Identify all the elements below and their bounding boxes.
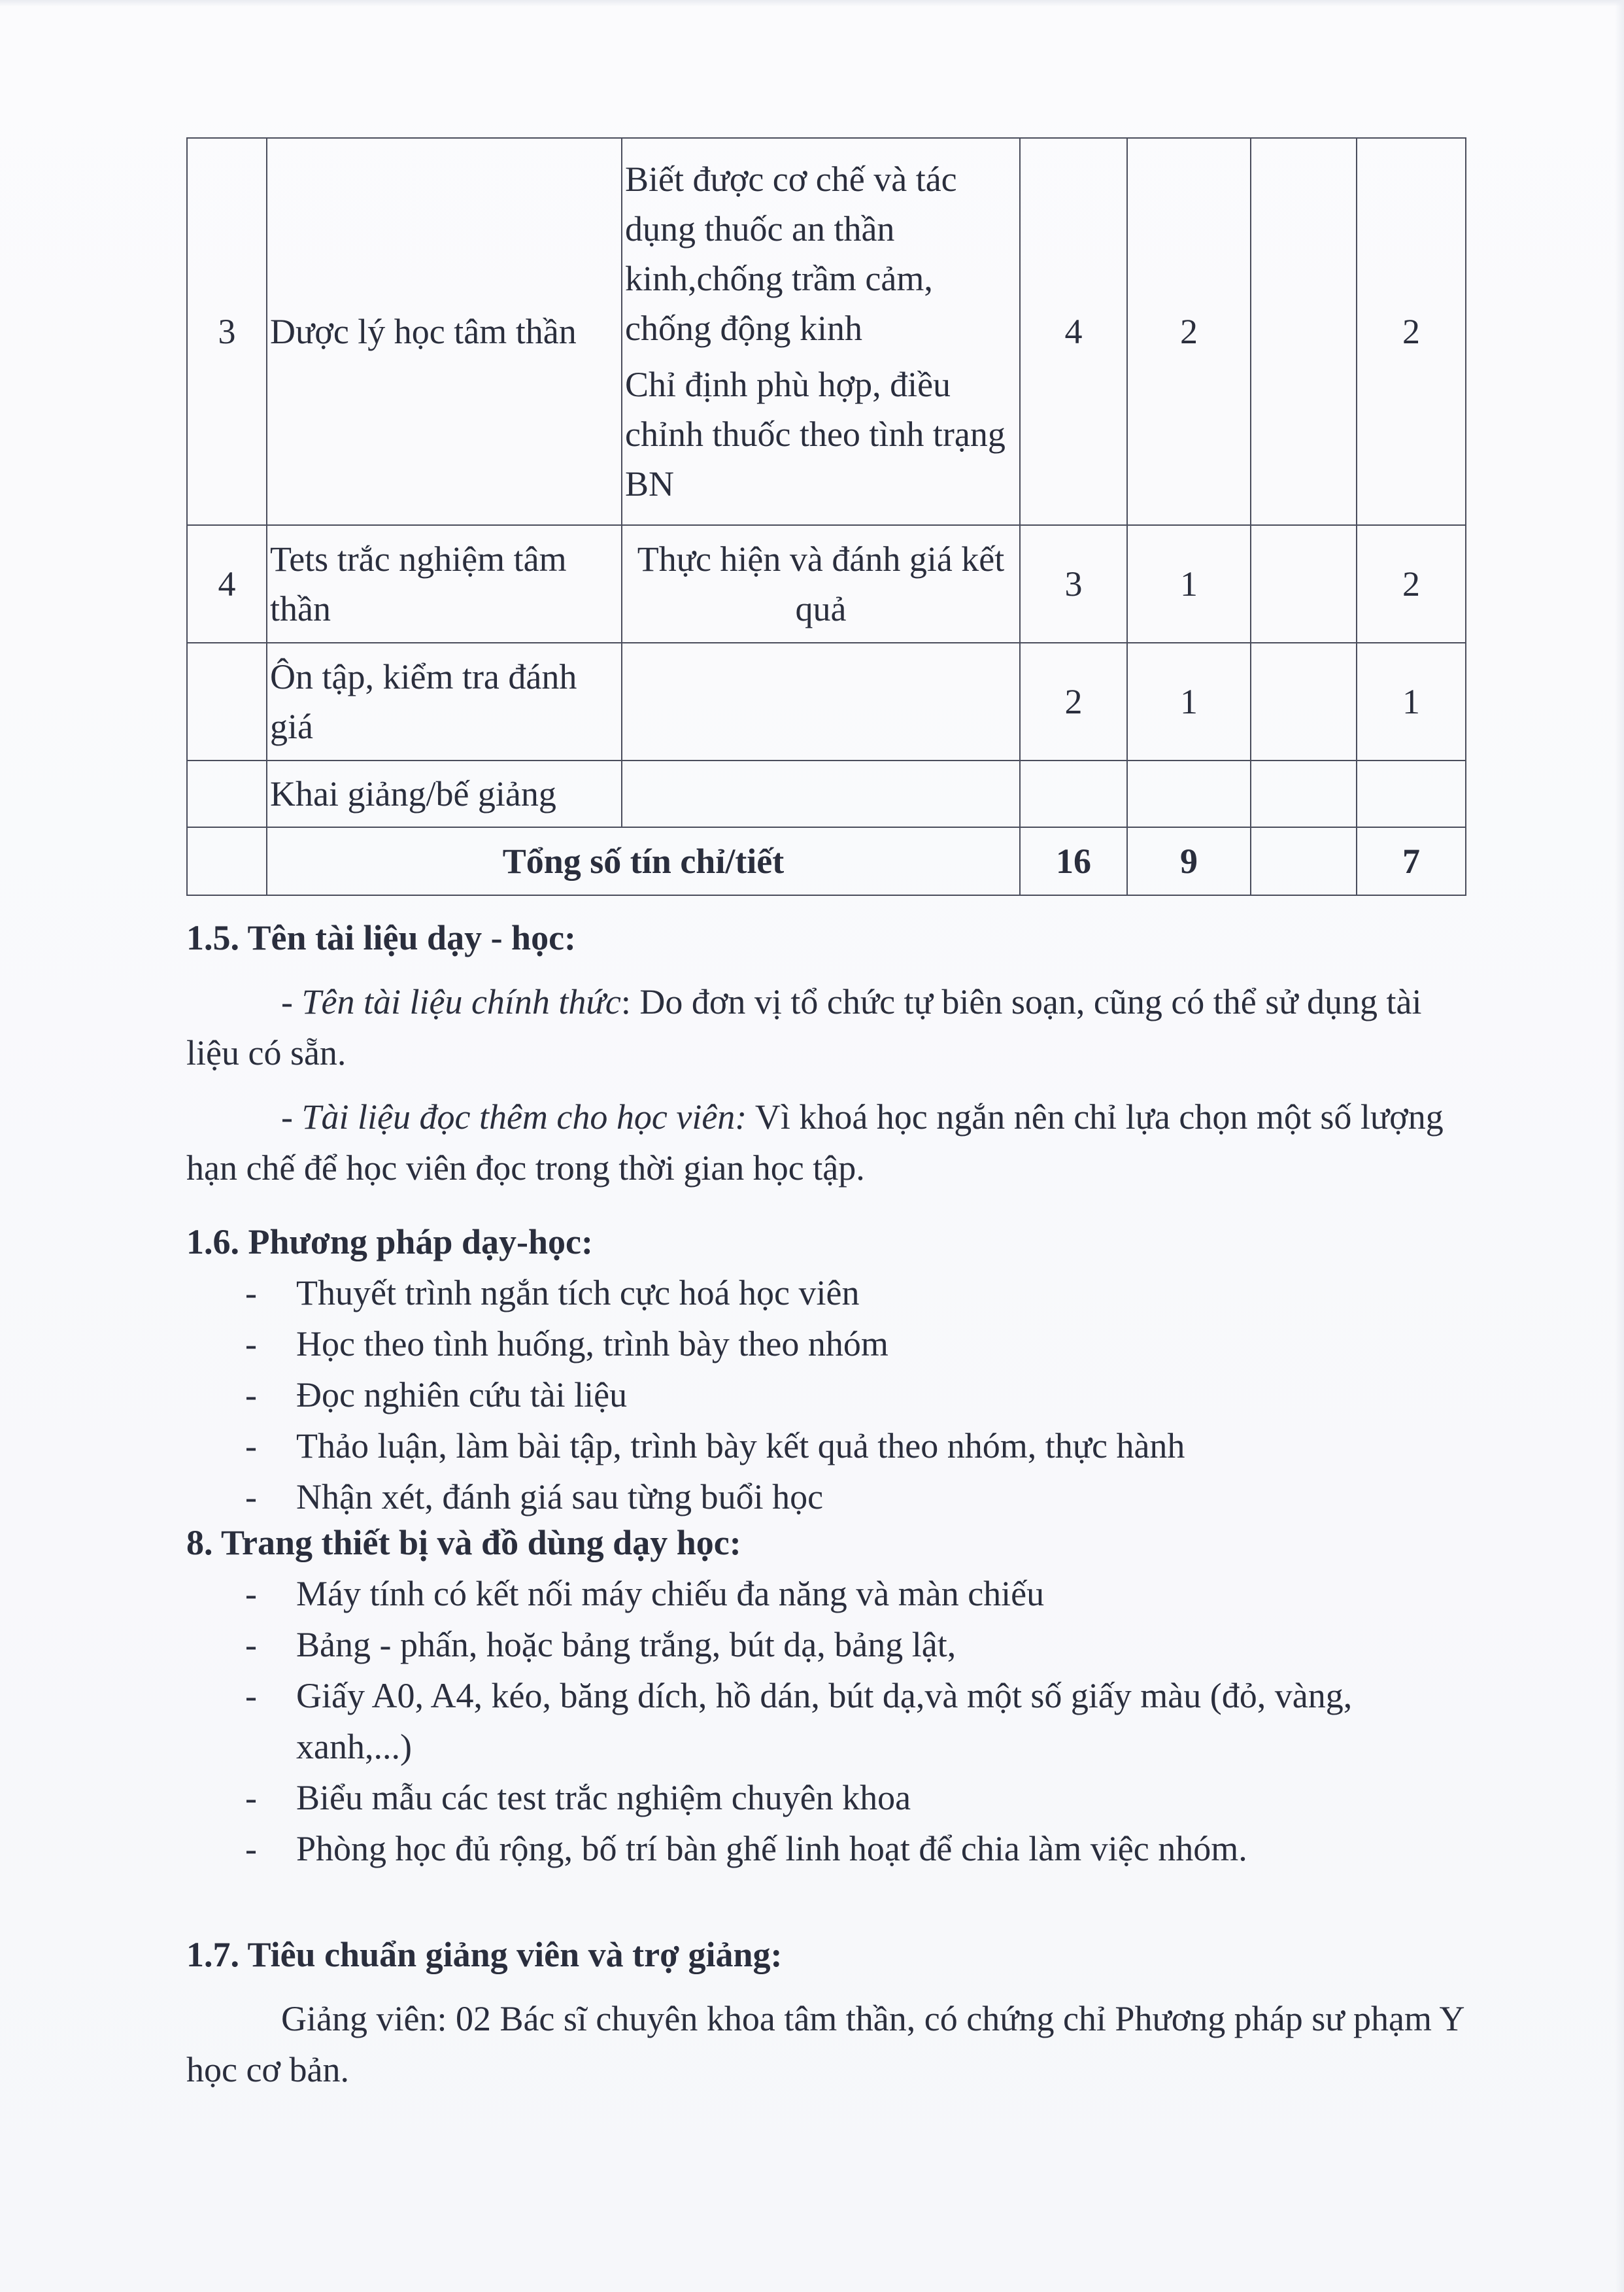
- section-lecturers: [186, 1929, 1465, 2095]
- row-col6: [1251, 643, 1357, 761]
- total-total: 16: [1020, 827, 1127, 895]
- row-total: 4: [1020, 138, 1127, 525]
- list-item: - Đọc nghiên cứu tài liệu: [186, 1369, 1465, 1420]
- row-total: [1020, 761, 1127, 827]
- dash-bullet: -: [245, 1477, 257, 1516]
- list-item: - Thảo luận, làm bài tập, trình bày kết quả theo nhóm, thực hành: [186, 1420, 1465, 1471]
- total-practice: 7: [1357, 827, 1466, 895]
- row-theory: 1: [1127, 525, 1251, 643]
- row-total: 2: [1020, 643, 1127, 761]
- row-number: 4: [187, 525, 267, 643]
- program-table: [186, 137, 1466, 896]
- list-item: - Thuyết trình ngắn tích cực hoá học viên: [186, 1267, 1465, 1318]
- extra-materials-paragraph: [186, 1091, 1465, 1193]
- dash-bullet: -: [245, 1375, 257, 1414]
- objective-text: Chỉ định phù hợp, điều chỉnh thuốc theo tình trạng BN: [625, 365, 1006, 504]
- list-item: - Máy tính có kết nối máy chiếu đa năng và màn chiếu: [186, 1568, 1465, 1619]
- list-item: - Biểu mẫu các test trắc nghiệm chuyên khoa: [186, 1772, 1465, 1823]
- list-item: - Bảng - phấn, hoặc bảng trắng, bút dạ, bảng lật,: [186, 1619, 1465, 1670]
- total-theory: 9: [1127, 827, 1251, 895]
- row-practice: 1: [1357, 643, 1466, 761]
- dash-bullet: -: [245, 1625, 257, 1664]
- table-row: [187, 138, 1466, 525]
- row-practice: [1357, 761, 1466, 827]
- official-materials-label: - Tên tài liệu chính thức: [281, 982, 621, 1021]
- total-label: Tổng số tín chỉ/tiết: [267, 827, 1020, 895]
- row-practice: 2: [1357, 138, 1466, 525]
- total-col6: [1251, 827, 1357, 895]
- row-theory: [1127, 761, 1251, 827]
- section-equipment: [186, 1517, 1465, 1874]
- objective-text: Thực hiện và đánh giá kết: [637, 539, 1005, 579]
- equipment-list: [186, 1568, 1465, 1874]
- row-objectives: [622, 525, 1020, 643]
- row-number: [187, 761, 267, 827]
- total-row: [187, 827, 1466, 895]
- section-methods: [186, 1216, 1465, 1522]
- row-topic: Dược lý học tâm thần: [267, 138, 622, 525]
- row-theory: 1: [1127, 643, 1251, 761]
- row-objectives: [622, 138, 1020, 525]
- row-number: [187, 643, 267, 761]
- row-number: 3: [187, 138, 267, 525]
- methods-list: [186, 1267, 1465, 1522]
- section-heading: 8. Trang thiết bị và đồ dùng dạy học:: [186, 1523, 741, 1562]
- section-materials: [186, 912, 1465, 1193]
- dash-bullet: -: [245, 1574, 257, 1613]
- lecturer-requirements-text: Giảng viên: 02 Bác sĩ chuyên khoa tâm thần, có chứng chỉ Phương pháp sư phạm Y học cơ bản.: [186, 1999, 1464, 2089]
- row-col6: [1251, 525, 1357, 643]
- objective-text: quả: [795, 589, 847, 628]
- list-item: - Học theo tình huống, trình bày theo nhóm: [186, 1318, 1465, 1369]
- dash-bullet: -: [245, 1778, 257, 1817]
- dash-bullet: -: [245, 1273, 257, 1312]
- table-row: [187, 761, 1466, 827]
- table-row: [187, 525, 1466, 643]
- row-topic: Tets trắc nghiệm tâm thần: [267, 525, 622, 643]
- section-heading: 1.7. Tiêu chuẩn giảng viên và trợ giảng:: [186, 1935, 783, 1974]
- section-heading: 1.6. Phương pháp dạy-học:: [186, 1222, 593, 1261]
- list-item: - Nhận xét, đánh giá sau từng buổi học: [186, 1471, 1465, 1522]
- extra-materials-text: Vì khoá học ngắn nên chỉ lựa chọn một số lượng hạn chế để học viên đọc trong thời gian học tập.: [186, 1097, 1444, 1188]
- dash-bullet: -: [245, 1676, 257, 1715]
- official-materials-paragraph: [186, 976, 1465, 1078]
- row-theory: 2: [1127, 138, 1251, 525]
- row-objectives: [622, 643, 1020, 761]
- total-empty-cell: [187, 827, 267, 895]
- row-col6: [1251, 761, 1357, 827]
- section-heading: 1.5. Tên tài liệu dạy - học:: [186, 918, 577, 957]
- dash-bullet: -: [245, 1426, 257, 1465]
- row-total: 3: [1020, 525, 1127, 643]
- row-topic: Ôn tập, kiểm tra đánh giá: [267, 643, 622, 761]
- row-objectives: [622, 761, 1020, 827]
- row-practice: 2: [1357, 525, 1466, 643]
- list-item: - Giấy A0, A4, kéo, băng dích, hồ dán, bút dạ,và một số giấy màu (đỏ, vàng, xanh,...): [186, 1670, 1465, 1772]
- dash-bullet: -: [245, 1324, 257, 1363]
- dash-bullet: -: [245, 1829, 257, 1868]
- table-row: [187, 643, 1466, 761]
- official-materials-text: : Do đơn vị tổ chức tự biên soạn, cũng có thể sử dụng tài liệu có sẵn.: [186, 982, 1422, 1072]
- scan-edge-top: [0, 0, 1624, 7]
- scan-edge-right: [1615, 0, 1624, 2292]
- row-topic: Khai giảng/bế giảng: [267, 761, 622, 827]
- extra-materials-label: - Tài liệu đọc thêm cho học viên:: [281, 1097, 747, 1137]
- list-item: - Phòng học đủ rộng, bố trí bàn ghế linh hoạt để chia làm việc nhóm.: [186, 1823, 1465, 1874]
- row-col6: [1251, 138, 1357, 525]
- objective-text: Biết được cơ chế và tác dụng thuốc an thần kinh,chống trầm cảm, chống động kinh: [625, 160, 957, 348]
